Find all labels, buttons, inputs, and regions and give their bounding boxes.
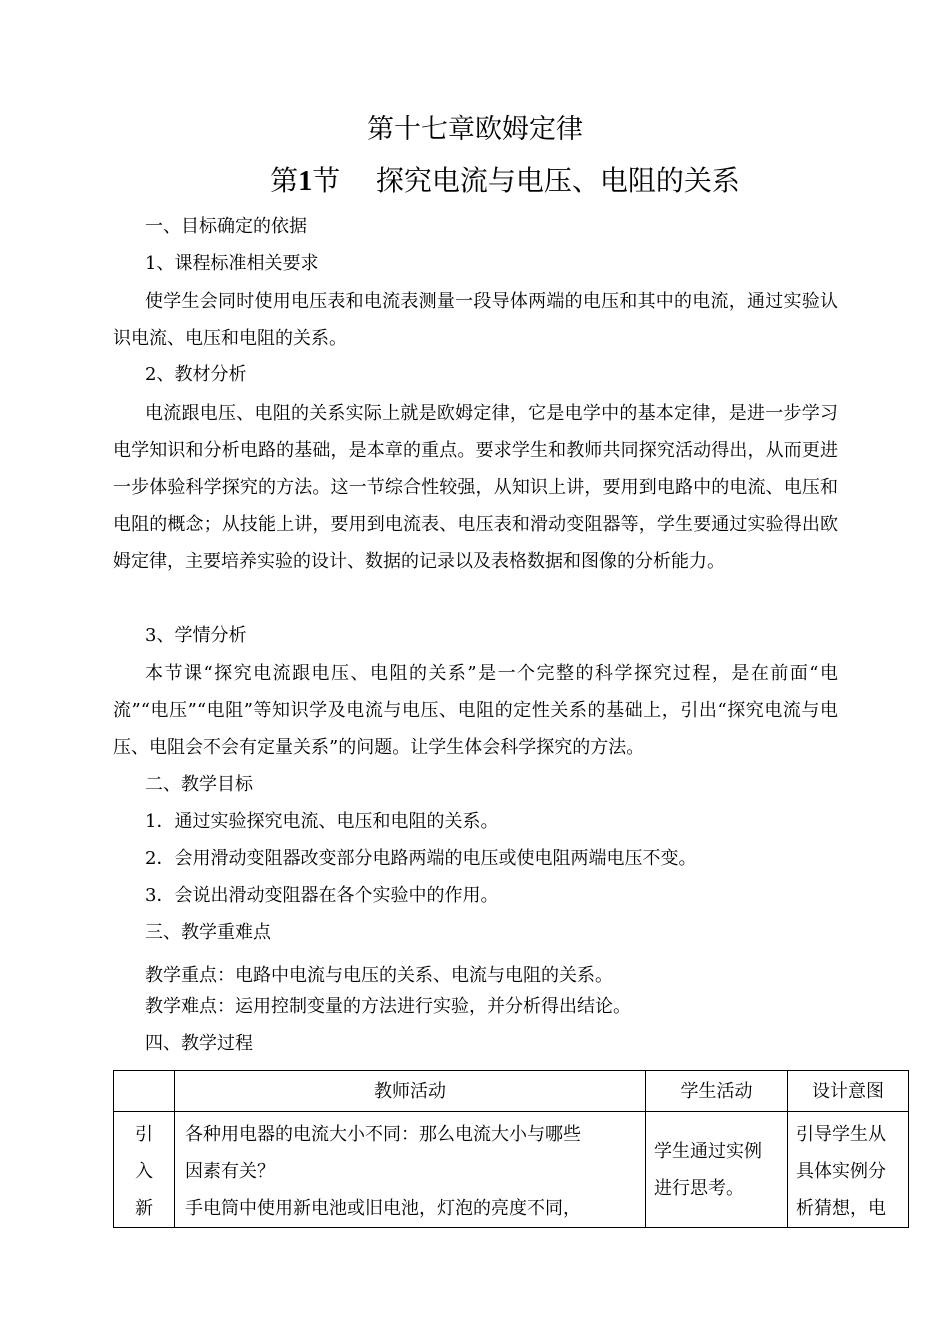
section-unit: 节	[312, 164, 341, 197]
teacher-line: 因素有关？	[185, 1161, 275, 1182]
stage-char: 引	[135, 1124, 153, 1145]
header-teacher: 教师活动	[175, 1071, 646, 1112]
design-intent-cell	[788, 1112, 909, 1228]
goal-item: 3．会说出滑动变阻器在各个实验中的作用。	[145, 885, 499, 906]
heading-learners: 3、学情分析	[145, 625, 247, 646]
heading-process: 四、教学过程	[145, 1033, 253, 1054]
goal-item: 1．通过实验探究电流、电压和电阻的关系。	[145, 811, 499, 832]
section-number-label: 第	[270, 164, 299, 197]
section-heading: 探究电流与电压、电阻的关系	[375, 164, 740, 197]
heading-basis: 一、目标确定的依据	[145, 216, 307, 237]
teacher-line: 手电筒中使用新电池或旧电池，灯泡的亮度不同，	[185, 1198, 581, 1219]
table-row	[114, 1112, 909, 1228]
student-line: 进行思考。	[654, 1177, 744, 1199]
paragraph-curriculum: 使学生会同时使用电压表和电流表测量一段导体两端的电压和其中的电流，通过实验认识电流、电压和电阻的关系。	[113, 291, 838, 349]
section-number: 1	[298, 166, 313, 197]
stage-char: 新	[135, 1198, 153, 1219]
intent-line: 引导学生从	[796, 1124, 886, 1145]
heading-textbook: 2、教材分析	[145, 364, 247, 385]
section-title	[0, 163, 950, 200]
teacher-line: 各种用电器的电流大小不同：那么电流大小与哪些	[185, 1124, 581, 1145]
paragraph-learners: 本节课“探究电流跟电压、电阻的关系”是一个完整的科学探究过程，是在前面“电流”“电压”“电阻”等知识学及电流与电压、电阻的定性关系的基础上，引出“探究电流与电压、电阻会不会有定量关系”的问题。让学生体会科学探究的方法。	[113, 663, 838, 758]
stage-char: 入	[135, 1161, 153, 1182]
intent-line: 具体实例分	[796, 1161, 886, 1182]
stage-cell	[114, 1112, 175, 1228]
header-intent: 设计意图	[788, 1071, 909, 1112]
heading-curriculum: 1、课程标准相关要求	[145, 253, 319, 274]
header-stage	[114, 1071, 175, 1112]
heading-key-points: 三、教学重难点	[145, 922, 271, 943]
student-line: 学生通过实例	[654, 1140, 762, 1162]
header-student: 学生活动	[646, 1071, 788, 1112]
teacher-activity-cell	[175, 1112, 646, 1228]
intent-line: 析猜想，电	[796, 1198, 886, 1219]
difficult-point: 教学难点：运用控制变量的方法进行实验，并分析得出结论。	[145, 996, 631, 1017]
heading-goals: 二、教学目标	[145, 774, 253, 795]
chapter-title: 第十七章欧姆定律	[367, 114, 583, 145]
teaching-process-table	[113, 1070, 909, 1228]
goal-item: 2．会用滑动变阻器改变部分电路两端的电压或使电阻两端电压不变。	[145, 848, 697, 869]
student-activity-cell	[646, 1112, 788, 1228]
paragraph-textbook: 电流跟电压、电阻的关系实际上就是欧姆定律，它是电学中的基本定律，是进一步学习电学知识和分析电路的基础，是本章的重点。要求学生和教师共同探究活动得出，从而更进一步体验科学探究的方法。这一节综合性较强，从知识上讲，要用到电路中的电流、电压和电阻的概念；从技能上讲，要用到电流表、电压表和滑动变阻器等，学生要通过实验得出欧姆定律，主要培养实验的设计、数据的记录以及表格数据和图像的分析能力。	[113, 403, 838, 572]
key-point: 教学重点：电路中电流与电压的关系、电流与电阻的关系。	[145, 965, 613, 986]
table-header-row	[114, 1071, 909, 1112]
